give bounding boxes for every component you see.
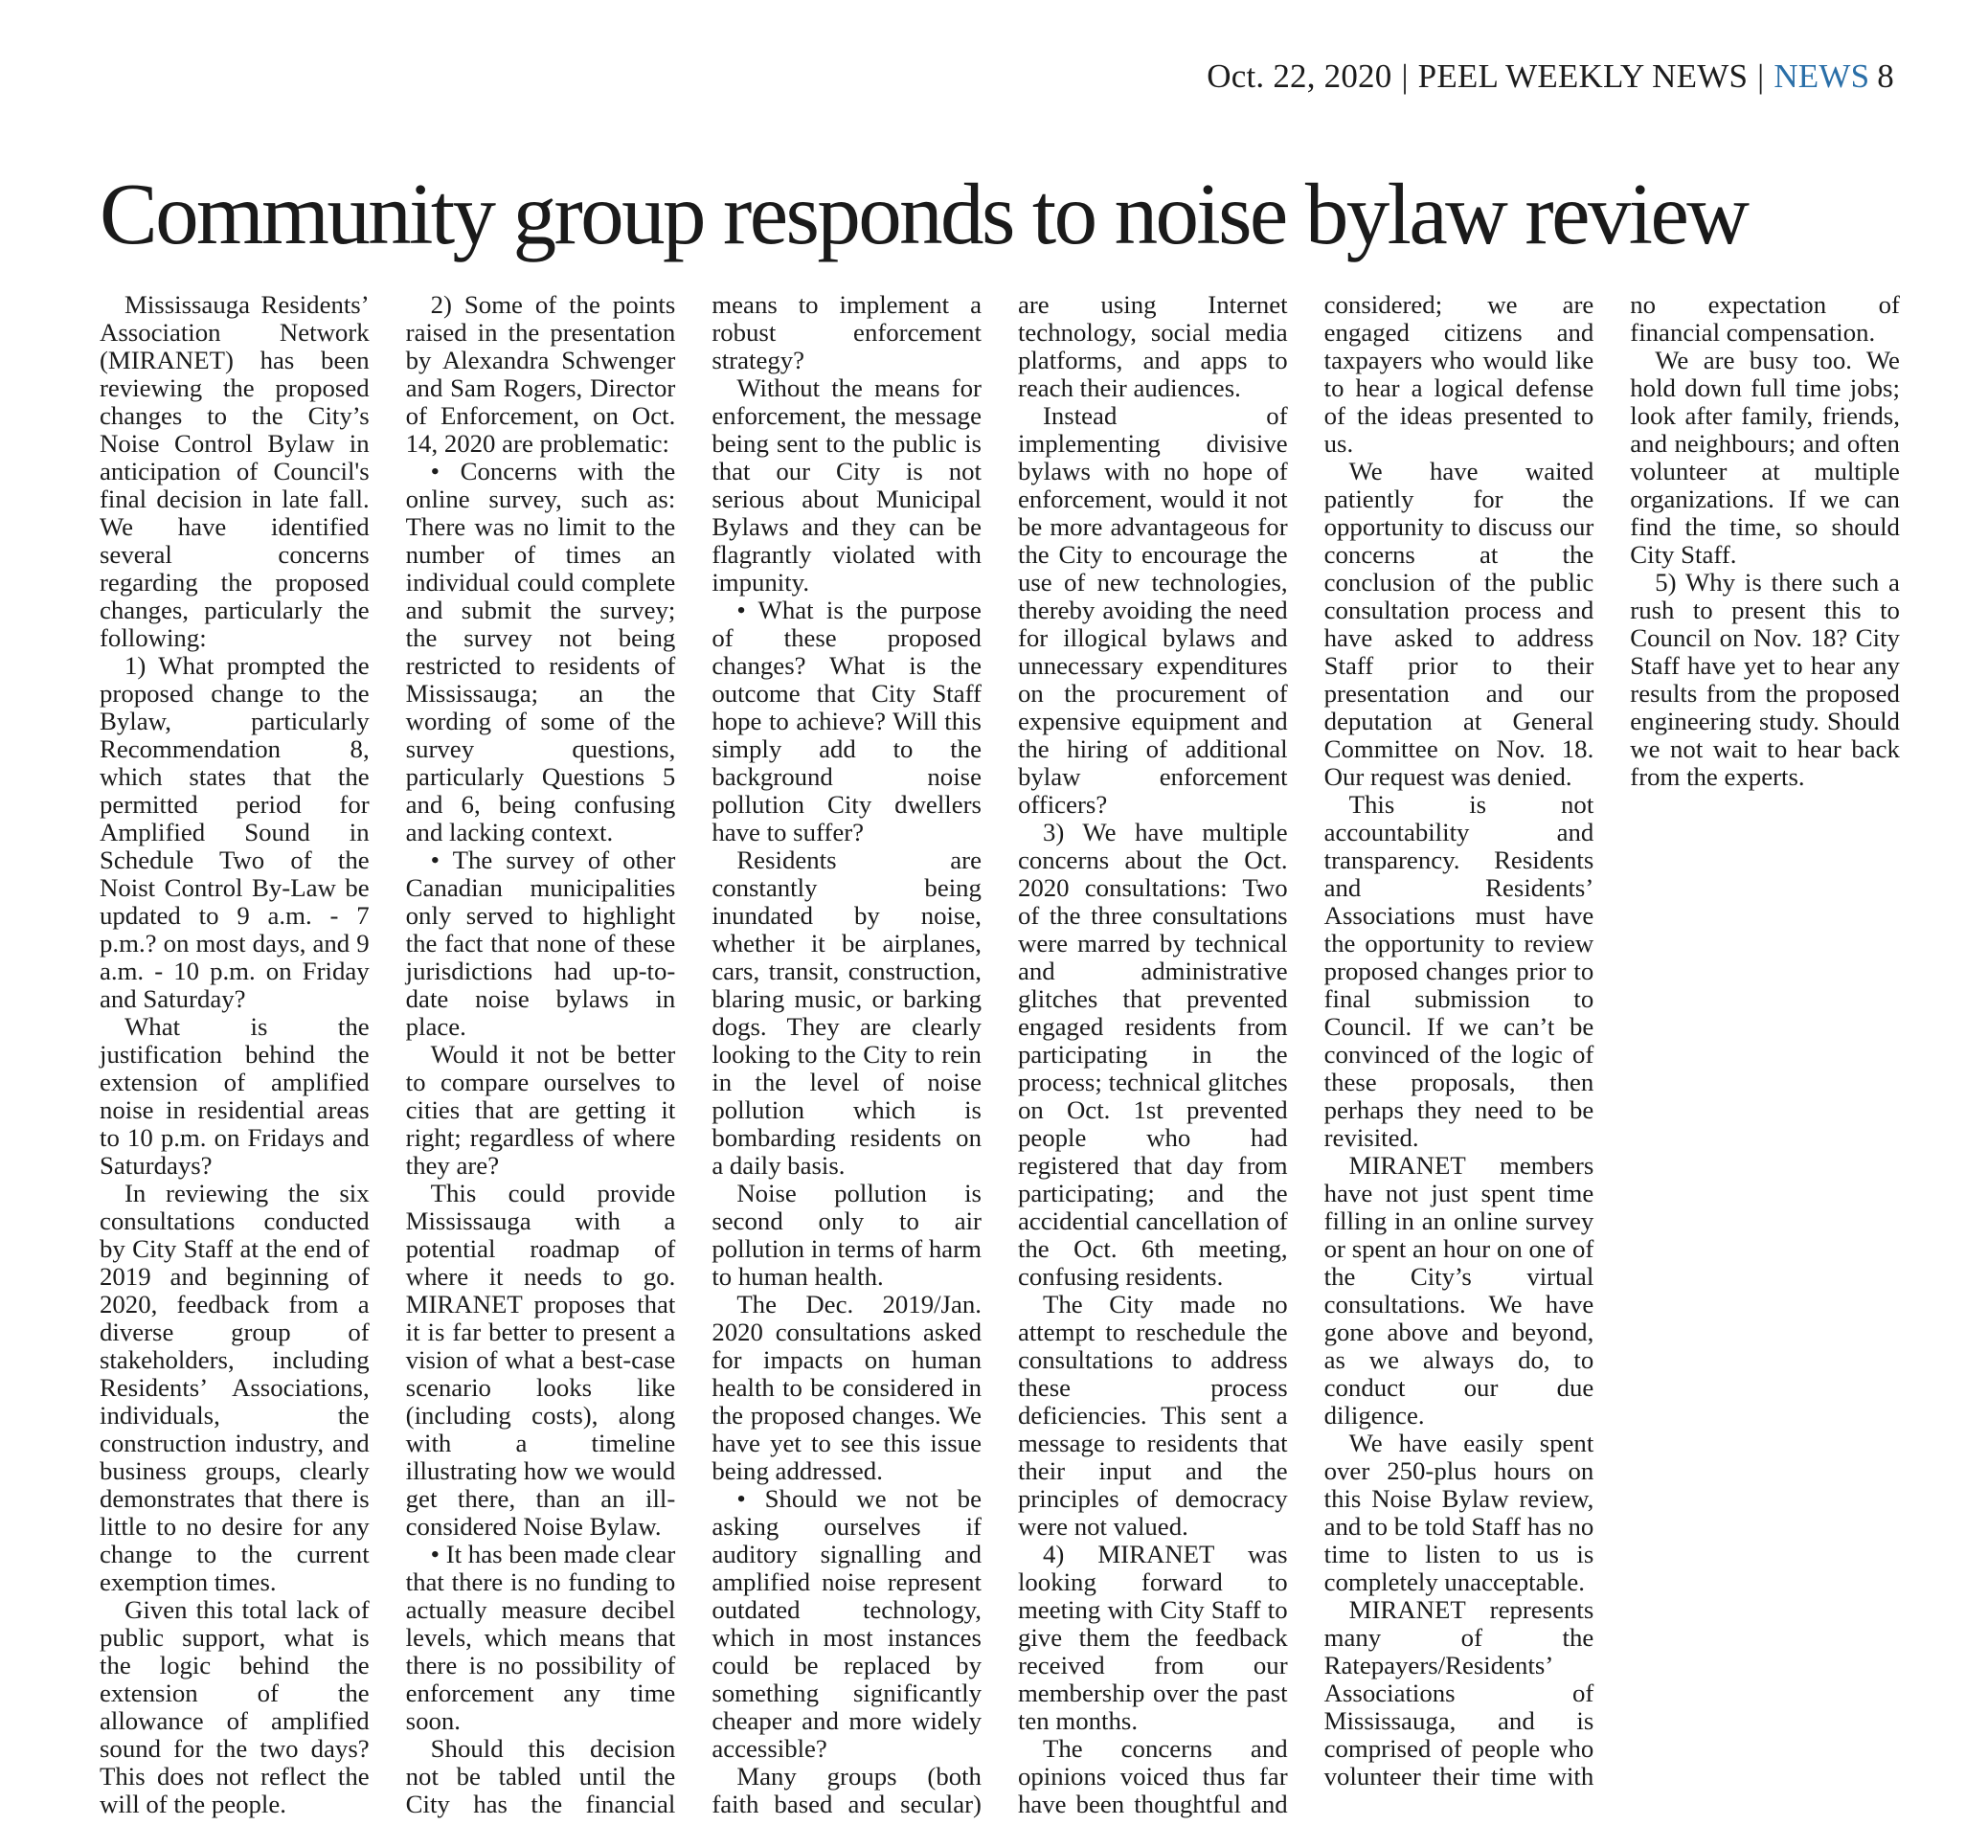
article-paragraph: We have easily spent over 250-plus hours on this Noise Bylaw review, and to be told Staff has no time to listen to us is completely unacceptable. bbox=[1323, 1429, 1594, 1596]
article-paragraph: Should this decision not be tabled until the City has the financial means to implement a robust enforcement strategy? bbox=[405, 290, 982, 1818]
article-paragraph: The concerns and opinions voiced thus far have been thoughtful and considered; we are engaged citizens and taxpayers who would like to hear a logical defense of the ideas presented to us. bbox=[1017, 290, 1594, 1818]
page-number: 8 bbox=[1877, 57, 1894, 95]
page-folio bbox=[1207, 57, 1894, 96]
article-paragraph: In reviewing the six consultations conducted by City Staff at the end of 2019 and beginning of 2020, feedback from a diverse group of stakeholders, including Residents’ Associations, individuals, the construction industry, and business groups, clearly demonstrates that there is little to no desire for any change to the current exemption times. bbox=[100, 1179, 370, 1596]
article-paragraph: Without the means for enforcement, the message being sent to the public is that our City is not serious about Municipal Bylaws and they can be flagrantly violated with impunity. bbox=[712, 373, 982, 597]
article-paragraph: Instead of implementing divisive bylaws with no hope of enforcement, would it not be more advantageous for the City to encourage the use of new technologies, thereby avoiding the need for illogical bylaws and unnecessary expenditures on the procurement of expensive equipment and the hiring of additional bylaw enforcement officers? bbox=[1017, 401, 1288, 819]
issue-date: Oct. 22, 2020 bbox=[1207, 57, 1392, 95]
article-paragraph: 2) Some of the points raised in the presentation by Alexandra Schwenger and Sam Rogers, Director of Enforcement, on Oct. 14, 2020 are problematic: bbox=[405, 290, 676, 458]
article-headline: Community group responds to noise bylaw review bbox=[100, 166, 1748, 262]
article-paragraph: We have waited patiently for the opportunity to discuss our concerns at the conclusion of the public consultation process and have asked to address Staff prior to their presentation and our deputation at General Committee on Nov. 18. Our request was denied. bbox=[1323, 457, 1594, 791]
publication-name: PEEL WEEKLY NEWS bbox=[1417, 57, 1749, 95]
article-paragraph: Noise pollution is second only to air pollution in terms of harm to human health. bbox=[712, 1179, 982, 1291]
article-paragraph: MIRANET members have not just spent time filling in an online survey or spent an hour on one of the City’s virtual consultations. We have gone above and beyond, as we always do, to conduct our due diligence. bbox=[1323, 1151, 1594, 1430]
folio-separator: | bbox=[1401, 57, 1409, 95]
article-body bbox=[100, 291, 1900, 1823]
article-paragraph: 3) We have multiple concerns about the Oct. 2020 consultations: Two of the three consultations were marred by technical and administrative glitches that prevented engaged residents from participating in the process; technical glitches on Oct. 1st prevented people who had registered that day from participating; and the accidential cancellation of the Oct. 6th meeting, confusing residents. bbox=[1017, 818, 1288, 1291]
section-label: NEWS bbox=[1773, 57, 1870, 95]
article-paragraph: • The survey of other Canadian municipalities only served to highlight the fact that none of these jurisdictions had up-to-date noise bylaws in place. bbox=[405, 845, 676, 1041]
article-paragraph: This could provide Mississauga with a potential roadmap of where it needs to go. MIRANET proposes that it is far better to present a vision of what a best-case scenario looks like (including costs), along with a timeline illustrating how we would get there, than an ill-considered Noise Bylaw. bbox=[405, 1179, 676, 1541]
article-paragraph: Given this total lack of public support, what is the logic behind the extension of the allowance of amplified sound for the two days? This does not reflect the will of the people. bbox=[100, 1595, 370, 1818]
article-paragraph: 1) What prompted the proposed change to the Bylaw, particularly Recommendation 8, which states that the permitted period for Amplified Sound in Schedule Two of the Noist Control By-Law be updated to 9 a.m. - 7 p.m.? on most days, and 9 a.m. - 10 p.m. on Friday and Saturday? bbox=[100, 651, 370, 1013]
article-paragraph: • It has been made clear that there is no funding to actually measure decibel levels, which means that there is no possibility of enforcement any time soon. bbox=[405, 1540, 676, 1735]
article-paragraph: • What is the purpose of these proposed changes? What is the outcome that City Staff hope to achieve? Will this simply add to the background noise pollution City dwellers have to suffer? bbox=[712, 596, 982, 846]
article-paragraph: We are busy too. We hold down full time jobs; look after family, friends, and neighbours; and often volunteer at multiple organizations. If we can find the time, so should City Staff. bbox=[1630, 346, 1900, 569]
article-paragraph: MIRANET represents many of the Ratepayers/Residents’ Associations of Mississauga, and is comprised of people who volunteer their time with no expectation of financial compensation. bbox=[1323, 290, 1900, 1791]
article-paragraph: 4) MIRANET was looking forward to meeting with City Staff to give them the feedback received from our membership over the past ten months. bbox=[1017, 1540, 1288, 1735]
article-paragraph: What is the justification behind the extension of amplified noise in residential areas to 10 p.m. on Fridays and Saturdays? bbox=[100, 1012, 370, 1180]
article-paragraph: Mississauga Residents’ Association Network (MIRANET) has been reviewing the proposed changes to the City’s Noise Control Bylaw in anticipation of Council's final decision in late fall. We have identified several concerns regarding the proposed changes, particularly the following: bbox=[100, 290, 370, 652]
folio-separator: | bbox=[1757, 57, 1765, 95]
article-paragraph: Residents are constantly being inundated by noise, whether it be airplanes, cars, transit, construction, blaring music, or barking dogs. They are clearly looking to the City to rein in the level of noise pollution which is bombarding residents on a daily basis. bbox=[712, 845, 982, 1180]
article-paragraph: Would it not be better to compare ourselves to cities that are getting it right; regardless of where they are? bbox=[405, 1040, 676, 1180]
article-paragraph: • Concerns with the online survey, such as: There was no limit to the number of times an individual could complete and submit the survey; the survey not being restricted to residents of Mississauga; an the wording of some of the survey questions, particularly Questions 5 and 6, being confusing and lacking context. bbox=[405, 457, 676, 846]
article-paragraph: Many groups (both faith based and secular) are using Internet technology, social media platforms, and apps to reach their audiences. bbox=[712, 290, 1288, 1818]
article-paragraph: 5) Why is there such a rush to present this to Council on Nov. 18? City Staff have yet to hear any results from the proposed engineering study. Should we not wait to hear back from the experts. bbox=[1630, 568, 1900, 791]
article-paragraph: The City made no attempt to reschedule the consultations to address these process deficiencies. This sent a message to residents that their input and the principles of democracy were not valued. bbox=[1017, 1290, 1288, 1541]
article-paragraph: The Dec. 2019/Jan. 2020 consultations asked for impacts on human health to be considered in the proposed changes. We have yet to see this issue being addressed. bbox=[712, 1290, 982, 1485]
article-paragraph: This is not accountability and transparency. Residents and Residents’ Associations must have the opportunity to review proposed changes prior to final submission to Council. If we can’t be convinced of the logic of these proposals, then perhaps they need to be revisited. bbox=[1323, 790, 1594, 1152]
article-paragraph: • Should we not be asking ourselves if auditory signalling and amplified noise represent outdated technology, which in most instances could be replaced by something significantly cheaper and more widely accessible? bbox=[712, 1484, 982, 1763]
